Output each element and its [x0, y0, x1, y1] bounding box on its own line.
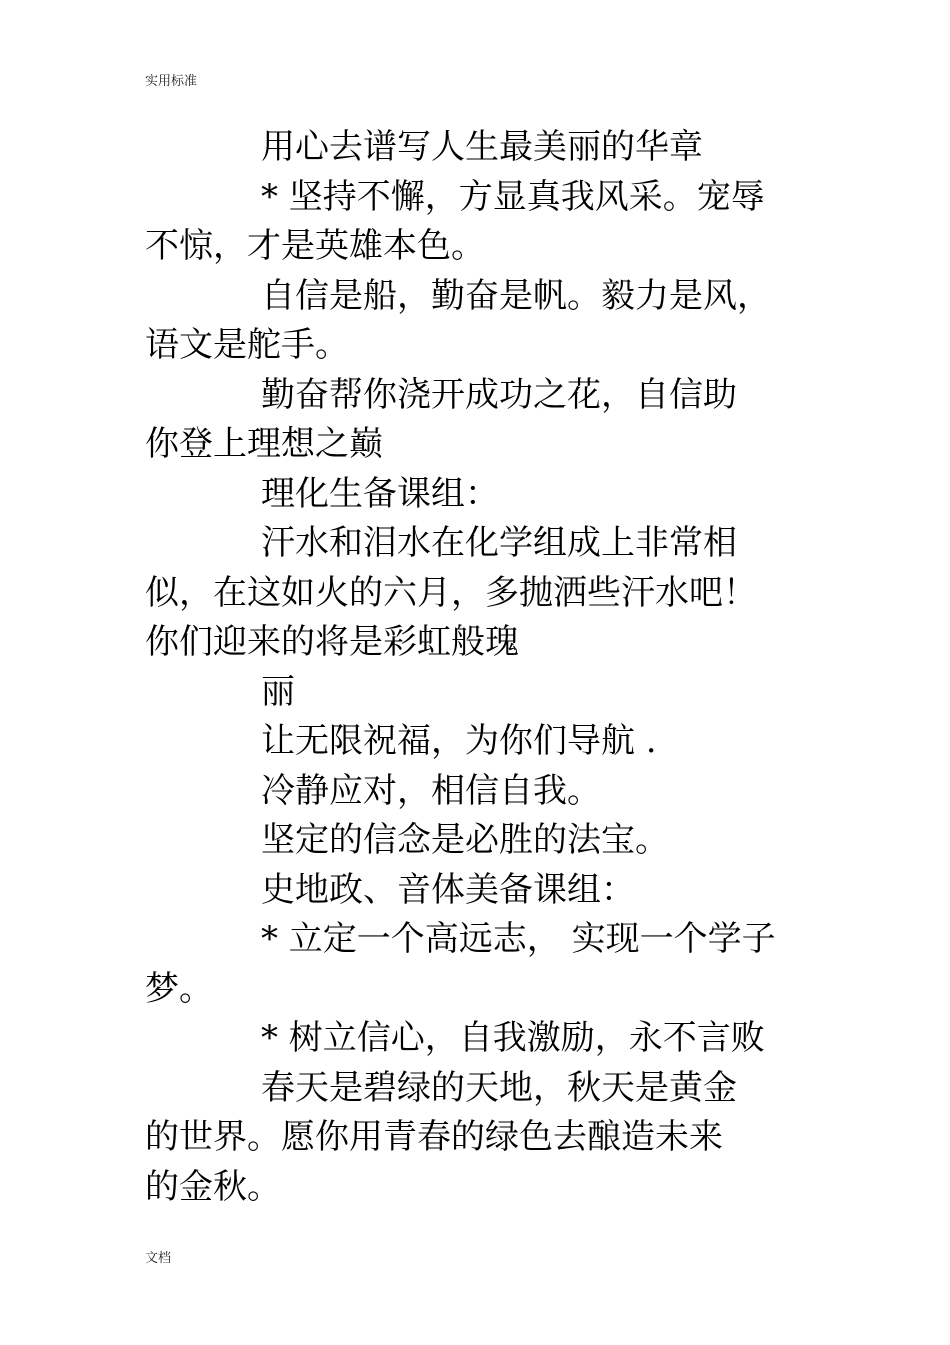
text-line: * 树立信心，自我激励，永不言败 — [261, 1018, 765, 1058]
text-line: 勤奋帮你浇开成功之花，自信助 — [261, 374, 737, 415]
text-line: 让无限祝福，为你们导航 . — [261, 721, 657, 761]
text-line: 丽 — [261, 671, 295, 712]
text-line: 不惊，才是英雄本色。 — [145, 226, 485, 266]
text-line: 似，在这如火的六月，多抛洒些汗水吧！ — [145, 572, 757, 613]
text-line: 的金秋。 — [145, 1166, 281, 1207]
text-line: 春天是碧绿的天地，秋天是黄金 — [261, 1067, 737, 1108]
text-line: 你们迎来的将是彩虹般瑰 — [145, 622, 519, 662]
section-heading: 理化生备课组： — [261, 473, 499, 514]
text-line: 语文是舵手。 — [145, 325, 349, 365]
text-line: 你登上理想之巅 — [145, 424, 383, 464]
document-body — [145, 123, 805, 1212]
text-line: 冷静应对，相信自我。 — [261, 770, 601, 811]
text-line: 的世界。愿你用青春的绿色去酿造未来 — [145, 1117, 723, 1157]
text-line: 自信是船，勤奋是帆。毅力是风， — [261, 275, 771, 316]
text-line: 坚定的信念是必胜的法宝。 — [261, 820, 669, 860]
text-line: 梦。 — [145, 968, 213, 1009]
page-footer: 文档 — [145, 1251, 172, 1266]
text-line: * 坚持不懈，方显真我风采。宠辱 — [261, 176, 765, 217]
text-line: 汗水和泪水在化学组成上非常相 — [261, 523, 737, 563]
text-line: * 立定一个高远志， 实现一个学子 — [261, 919, 776, 959]
text-line: 用心去谱写人生最美丽的华章 — [261, 127, 703, 167]
section-heading: 史地政、音体美备课组： — [261, 869, 635, 910]
page-header: 实用标准 — [145, 74, 198, 89]
